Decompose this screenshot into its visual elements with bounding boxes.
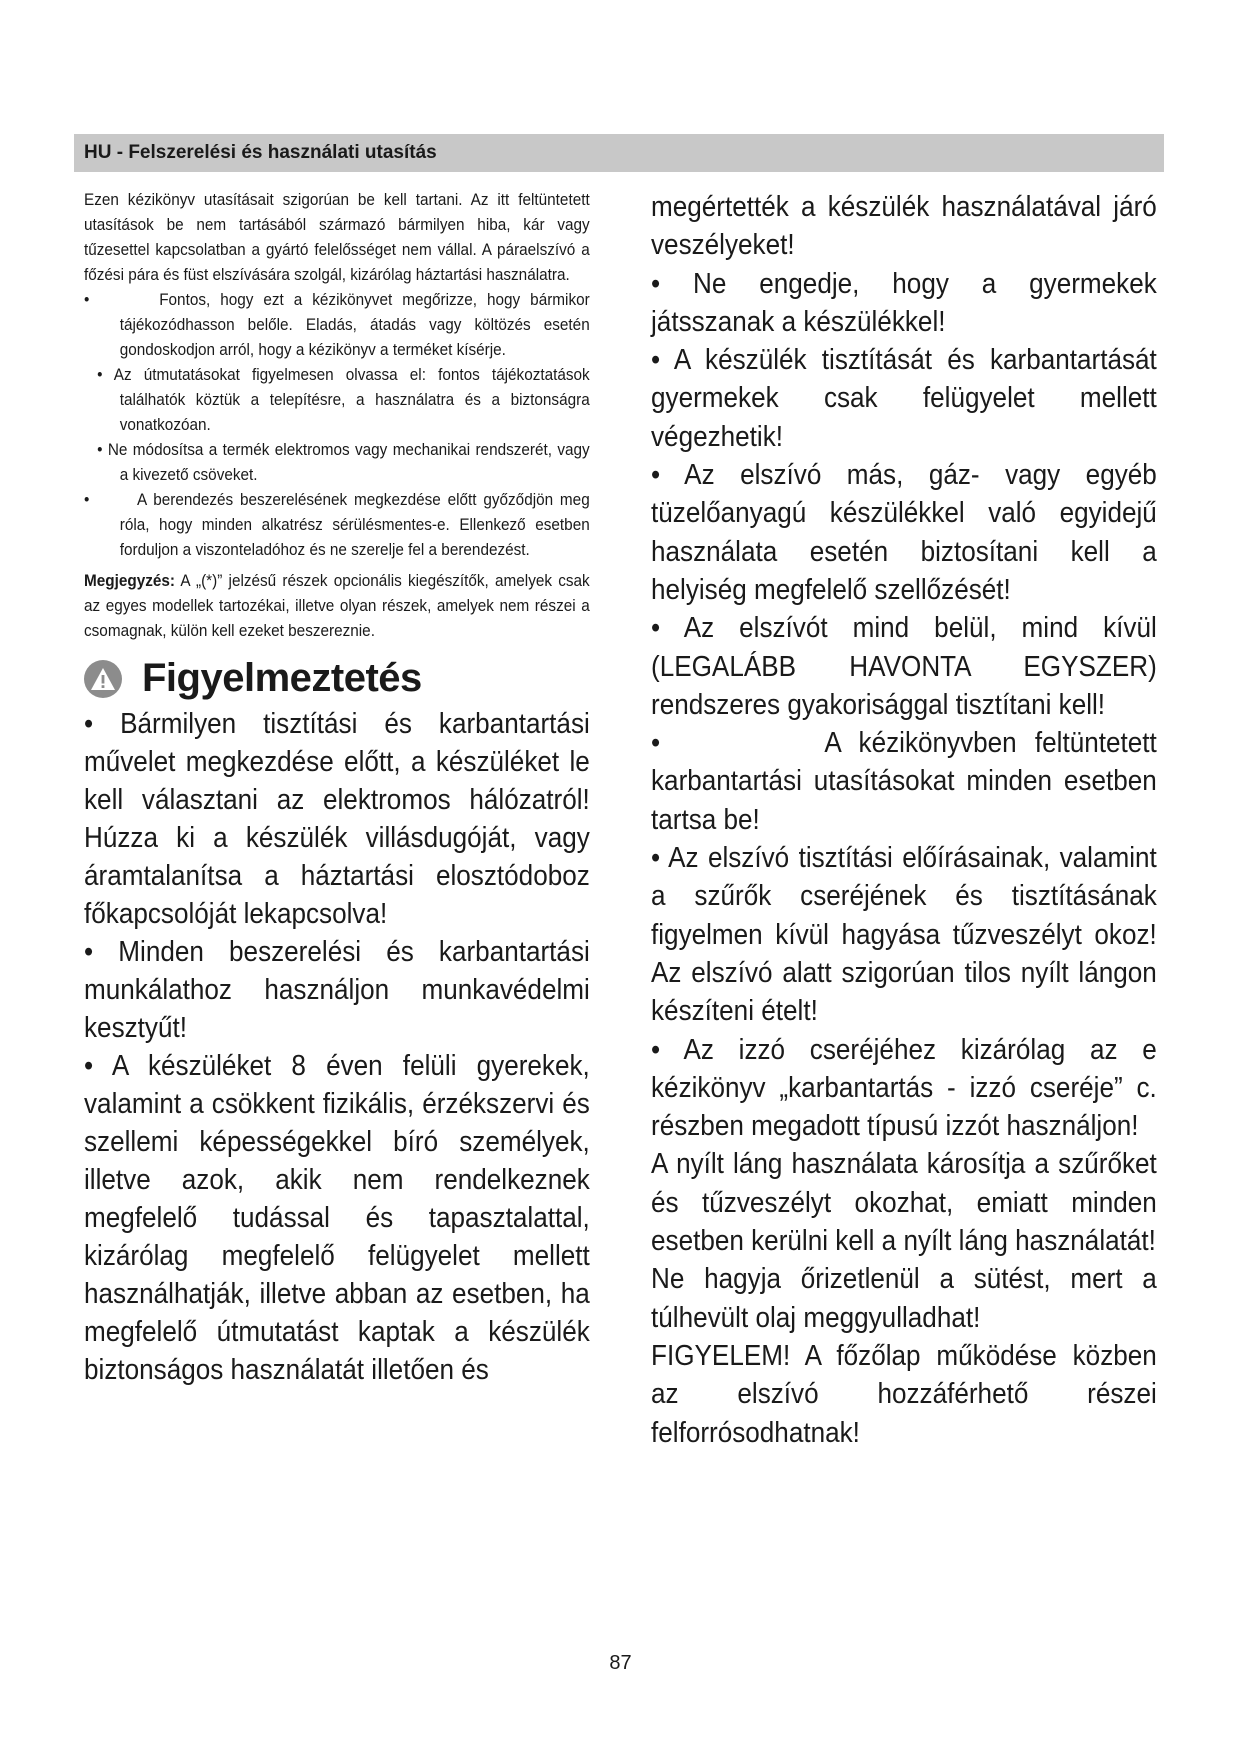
left-column <box>84 188 590 1389</box>
intro-paragraph: Ezen kézikönyv utasításait szigorúan be kell tartani. Az itt feltüntetett utasítások be nem tartásából származó bármilyen hiba, kár vagy tűzesettel kapcsolatban a gyártó felelősséget nem vállal. A páraelszívó a főzési pára és füst elszívására szolgál, kizárólag háztartási használatra. <box>84 191 590 284</box>
note-label: Megjegyzés: <box>84 572 176 590</box>
warning-item: FIGYELEM! A főzőlap működése közben az elszívó hozzáférhető részei felforrósodhatnak! <box>651 1339 1157 1449</box>
note-paragraph <box>84 569 590 644</box>
warning-item: • Az elszívót mind belül, mind kívül (LEGALÁBB HAVONTA EGYSZER) rendszeres gyakorisággal tisztítani kell! <box>651 612 1157 721</box>
warning-item: megértették a készülék használatával járó veszélyeket! <box>651 191 1157 262</box>
page-number: 87 <box>609 1652 632 1674</box>
warning-item: • A készülék tisztítását és karbantartását gyermekek csak felügyelet mellett végezhetik! <box>651 344 1157 453</box>
warning-item: • Ne engedje, hogy a gyermekek játsszanak a készülékkel! <box>651 267 1157 338</box>
bullet-item: • A berendezés beszerelésének megkezdése előtt győződjön meg róla, hogy minden alkatrész sérülésmentes-e. Ellenkező esetben forduljon a viszonteladóhoz és ne szerelje fel a berendezést. <box>84 491 590 559</box>
warning-title: Figyelmeztetés <box>142 656 422 700</box>
warning-heading <box>84 656 590 701</box>
bullet-item: • Fontos, hogy ezt a kézikönyvet megőrizze, hogy bármikor tájékozódhasson belőle. Eladás, átadás vagy költözés esetén gondoskodjon arról, hogy a kézikönyv a terméket kísérje. <box>84 291 590 359</box>
right-column <box>651 188 1157 1452</box>
warning-item: • Az elszívó tisztítási előírásainak, valamint a szűrők cseréjének és tisztításának figyelmen kívül hagyása tűzveszélyt okoz! Az elszívó alatt szigorúan tilos nyílt lángon készíteni ételt! <box>651 842 1157 1028</box>
warning-item: • Az elszívó más, gáz- vagy egyéb tüzelőanyagú készülékkel való egyidejű használata esetén biztosítani kell a helyiség megfelelő szellőzését! <box>651 459 1157 606</box>
bullet-item: • Ne módosítsa a termék elektromos vagy mechanikai rendszerét, vagy a kivezető csöveket. <box>97 441 590 484</box>
section-header <box>74 134 1164 172</box>
warning-item: • Minden beszerelési és karbantartási munkálathoz használjon munkavédelmi kesztyűt! <box>84 936 590 1044</box>
warning-item: • A készüléket 8 éven felüli gyerekek, valamint a csökkent fizikális, érzékszervi és szellemi képességekkel bíró személyek, illetve azok, akik nem rendelkeznek megfelelő tudással és tapasztalattal, kizárólag megfelelő felügyelet mellett használhatják, illetve abban az esetben, ha megfelelő útmutatást kaptak a készülék biztonságos használatát illetően és <box>84 1050 590 1386</box>
bullet-item: • Az útmutatásokat figyelmesen olvassa el: fontos tájékoztatások találhatók köztük a telepítésre, a használatra és a biztonságra vonatkozóan. <box>97 366 590 434</box>
warning-item: • Bármilyen tisztítási és karbantartási művelet megkezdése előtt, a készüléket le kell választani az elektromos hálózatról! Húzza ki a készülék villásdugóját, vagy áramtalanítsa a háztartási elosztódoboz főkapcsolóját lekapcsolva! <box>84 708 590 930</box>
section-title: HU - Felszerelési és használati utasítás <box>84 142 437 163</box>
warning-item: • A kézikönyvben feltüntetett karbantartási utasításokat minden esetben tartsa be! <box>651 727 1157 836</box>
warning-item: A nyílt láng használata károsítja a szűrőket és tűzveszélyt okozhat, emiatt minden esetben kerülni kell a nyílt láng használatát! <box>651 1148 1157 1258</box>
note-text: A „(*)” jelzésű részek opcionális kiegészítők, amelyek csak az egyes modellek tartozékai, illetve olyan részek, amelyek nem részei a csomagnak, külön kell ezeket beszereznie. <box>84 572 590 640</box>
warning-triangle-icon <box>84 660 122 698</box>
warning-item: • Az izzó cseréjéhez kizárólag az e kézikönyv „karbantartás - izzó cseréje” c. részben megadott típusú izzót használjon! <box>651 1033 1157 1143</box>
warning-item: Ne hagyja őrizetlenül a sütést, mert a túlhevült olaj meggyulladhat! <box>651 1263 1157 1334</box>
